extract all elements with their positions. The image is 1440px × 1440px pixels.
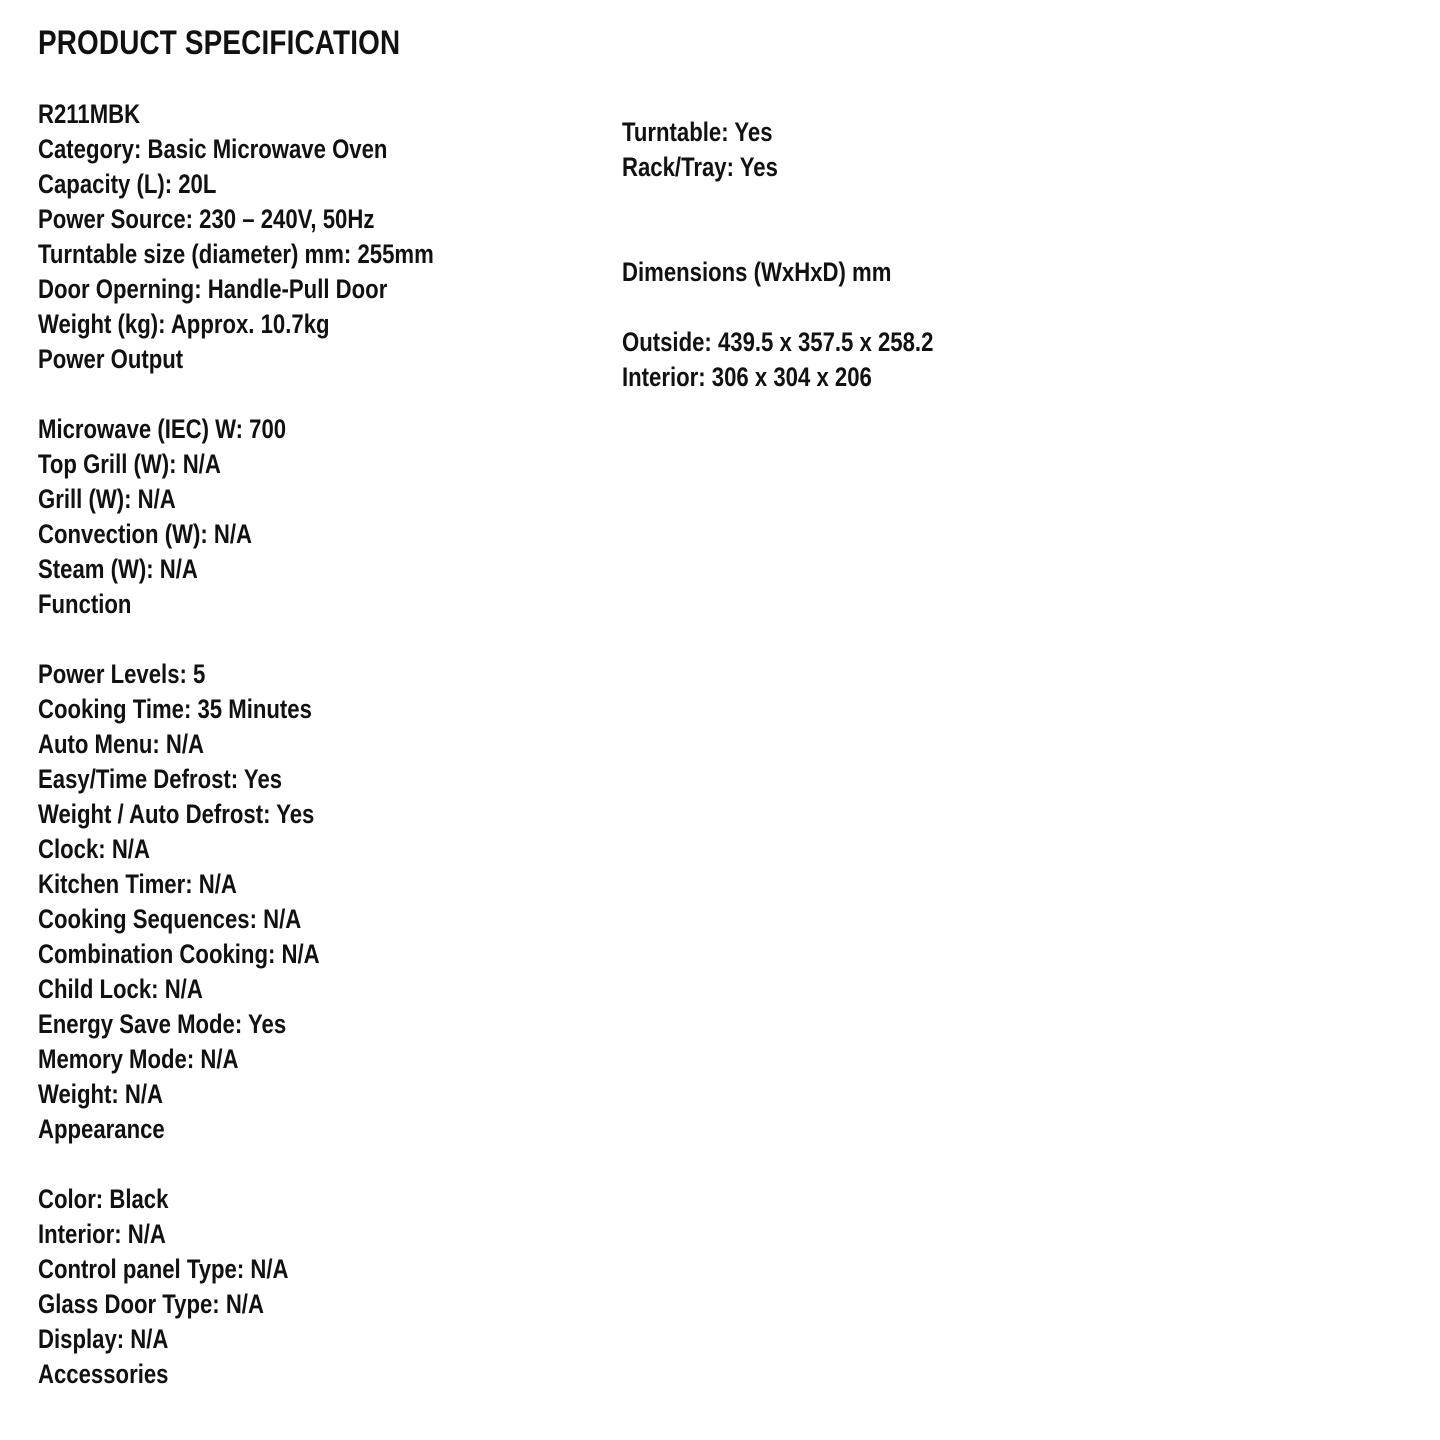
spec-color: Color: Black xyxy=(38,1184,169,1214)
section-heading-dimensions: Dimensions (WxHxD) mm xyxy=(622,257,892,287)
spacer xyxy=(622,290,933,325)
spec-easy-time-defrost: Easy/Time Defrost: Yes xyxy=(38,764,283,794)
spec-memory-mode: Memory Mode: N/A xyxy=(38,1044,239,1074)
spec-auto-menu: Auto Menu: N/A xyxy=(38,729,205,759)
spec-category: Category: Basic Microwave Oven xyxy=(38,134,388,164)
section-heading-function: Function xyxy=(38,589,132,619)
spec-cooking-time: Cooking Time: 35 Minutes xyxy=(38,694,312,724)
spec-display: Display: N/A xyxy=(38,1324,169,1354)
spacer xyxy=(38,377,434,412)
spec-model: R211MBK xyxy=(38,99,141,129)
spec-weight-kg: Weight (kg): Approx. 10.7kg xyxy=(38,309,330,339)
spec-steam: Steam (W): N/A xyxy=(38,554,198,584)
spec-capacity: Capacity (L): 20L xyxy=(38,169,217,199)
spec-grill: Grill (W): N/A xyxy=(38,484,176,514)
spec-turntable: Turntable: Yes xyxy=(622,117,773,147)
spec-child-lock: Child Lock: N/A xyxy=(38,974,203,1004)
spec-outside-dimensions: Outside: 439.5 x 357.5 x 258.2 xyxy=(622,327,934,357)
spec-power-levels: Power Levels: 5 xyxy=(38,659,206,689)
spec-weight: Weight: N/A xyxy=(38,1079,164,1109)
section-heading-accessories: Accessories xyxy=(38,1359,169,1389)
spec-list-right xyxy=(622,115,933,395)
section-heading-power-output: Power Output xyxy=(38,344,184,374)
spacer xyxy=(38,1147,434,1182)
spec-weight-auto-defrost: Weight / Auto Defrost: Yes xyxy=(38,799,315,829)
spec-power-source: Power Source: 230 – 240V, 50Hz xyxy=(38,204,375,234)
spec-energy-save-mode: Energy Save Mode: Yes xyxy=(38,1009,287,1039)
spec-top-grill: Top Grill (W): N/A xyxy=(38,449,221,479)
spec-interior: Interior: N/A xyxy=(38,1219,166,1249)
spec-glass-door-type: Glass Door Type: N/A xyxy=(38,1289,264,1319)
spec-rack-tray: Rack/Tray: Yes xyxy=(622,152,778,182)
spacer xyxy=(622,185,933,220)
spec-interior-dimensions: Interior: 306 x 304 x 206 xyxy=(622,362,872,392)
spacer xyxy=(38,622,434,657)
spec-combination-cooking: Combination Cooking: N/A xyxy=(38,939,320,969)
spec-microwave-watts: Microwave (IEC) W: 700 xyxy=(38,414,287,444)
spec-clock: Clock: N/A xyxy=(38,834,150,864)
spec-list-left xyxy=(38,97,434,1392)
spec-door-opening: Door Operning: Handle-Pull Door xyxy=(38,274,388,304)
spec-control-panel-type: Control panel Type: N/A xyxy=(38,1254,289,1284)
spec-kitchen-timer: Kitchen Timer: N/A xyxy=(38,869,237,899)
spec-turntable-size: Turntable size (diameter) mm: 255mm xyxy=(38,239,434,269)
spacer xyxy=(622,220,933,255)
page-title: PRODUCT SPECIFICATION xyxy=(38,24,401,62)
spec-cooking-sequences: Cooking Sequences: N/A xyxy=(38,904,302,934)
spec-convection: Convection (W): N/A xyxy=(38,519,253,549)
section-heading-appearance: Appearance xyxy=(38,1114,165,1144)
